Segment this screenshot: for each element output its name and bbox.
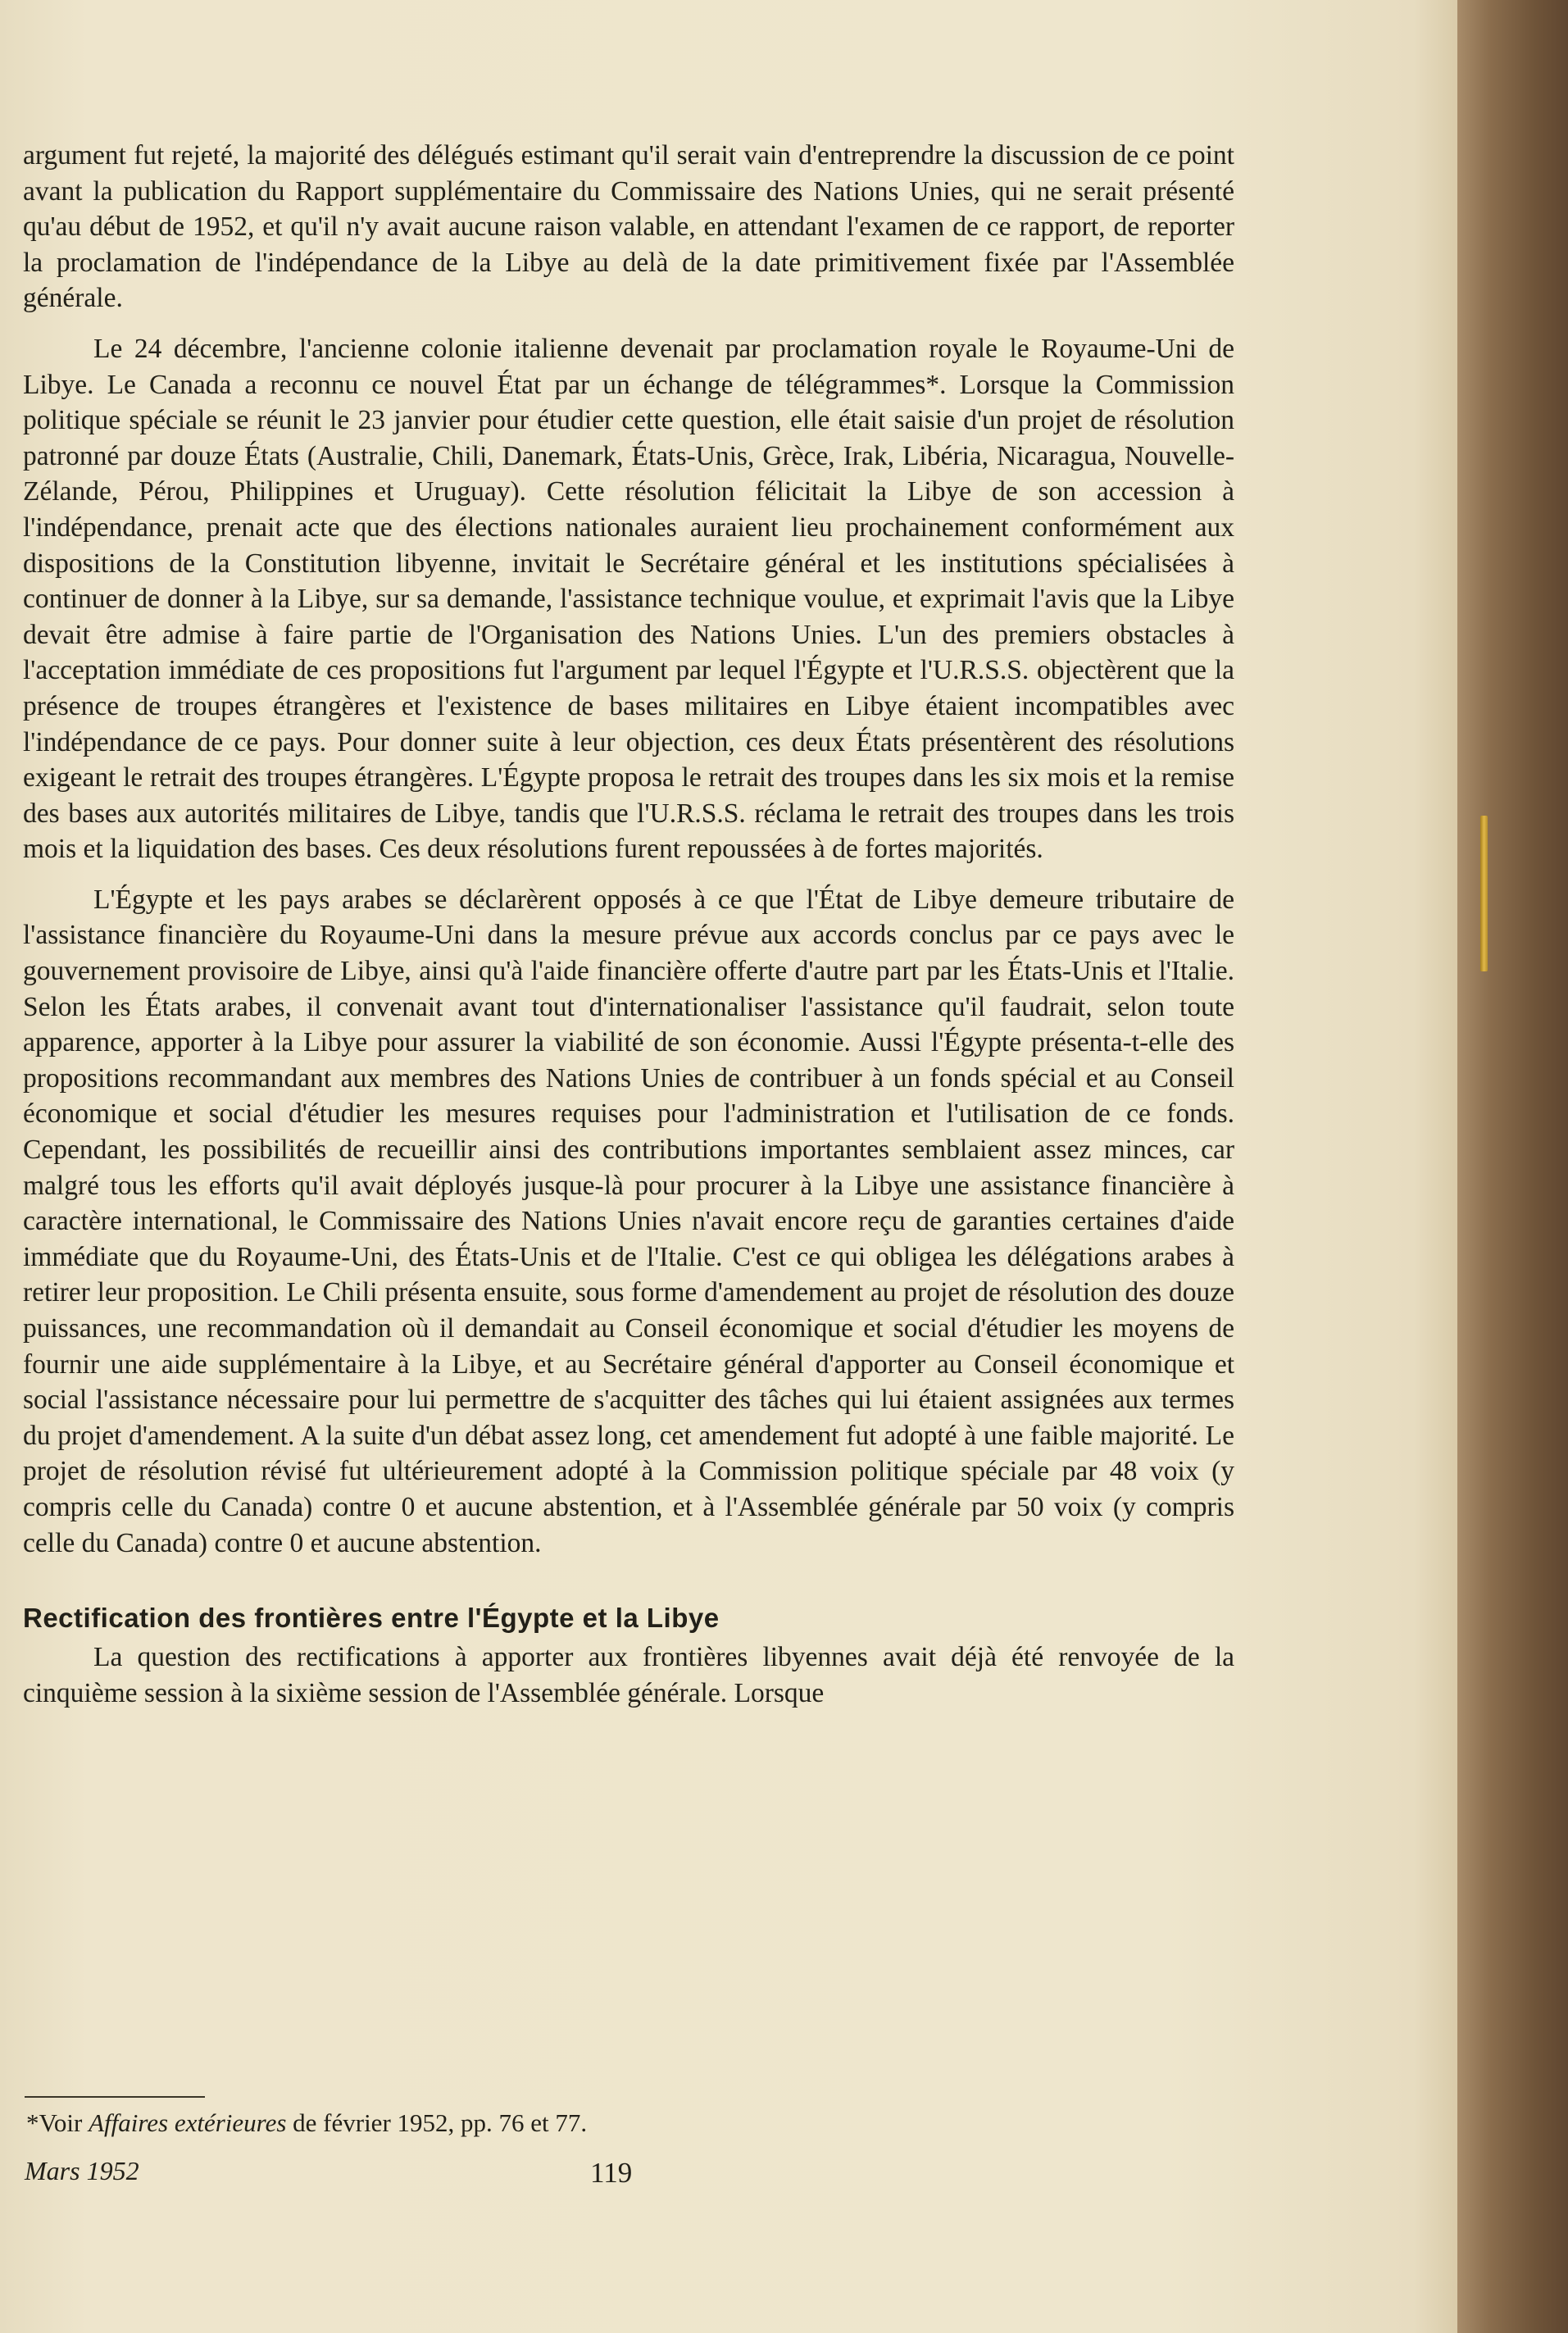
paragraph-3: L'Égypte et les pays arabes se déclarèrent opposés à ce que l'État de Libye demeure tributaire de l'assistance financière du Royaume-Uni dans la mesure prévue aux accords conclus par ce pays avec le gouvernement provisoire de Libye, ainsi qu'à l'aide financière offerte d'autre part par les États-Unis et l'Italie. Selon les États arabes, il convenait avant tout d'internationaliser l'assistance qu'il faudrait, selon toute apparence, apporter à la Libye pour assurer la viabilité de son économie. Aussi l'Égypte présenta-t-elle des propositions recommandant aux membres des Nations Unies de contribuer à un fonds spécial et au Conseil économique et social d'étudier les mesures requises pour l'administration et l'utilisation de ce fonds. Cependant, les possibilités de recueillir ainsi des contributions importantes semblaient assez minces, car malgré tous les efforts qu'il avait déployés jusque-là pour procurer à la Libye une assistance financière à caractère international, le Commissaire des Nations Unies n'avait encore reçu de garanties certaines d'aide immédiate que du Royaume-Uni, des États-Unis et de l'Italie. C'est ce qui obligea les délégations arabes à retirer leur proposition. Le Chili présenta ensuite, sous forme d'amendement au projet de résolution des douze puissances, une recommandation où il demandait au Conseil économique et social d'étudier les moyens de fournir une aide supplémentaire à la Libye, et au Secrétaire général d'apporter au Conseil économique et social l'assistance nécessaire pour lui permettre de s'acquitter des tâches qui lui étaient assignées aux termes du projet d'amendement. A la suite d'un débat assez long, cet amendement fut adopté à une faible majorité. Le projet de résolution révisé fut ultérieurement adopté à la Commission politique spéciale par 48 voix (y compris celle du Canada) contre 0 et aucune abstention, et à l'Assemblée générale par 50 voix (y compris celle du Canada) contre 0 et aucune abstention. (23, 884, 1234, 1558)
body-text (23, 138, 1234, 1711)
footnote-marker: * (26, 2108, 39, 2137)
running-footer-date: Mars 1952 (25, 2156, 139, 2185)
bookmark-ribbon (1480, 816, 1488, 971)
footnote-italic-title: Affaires extérieures (89, 2108, 287, 2137)
footnote-rule (25, 2096, 205, 2098)
section-heading: Rectification des frontières entre l'Égypte et la Libye (23, 1603, 720, 1634)
footnote (26, 2105, 587, 2141)
paragraph-2: Le 24 décembre, l'ancienne colonie italienne devenait par proclamation royale le Royaume-Uni de Libye. Le Canada a reconnu ce nouvel État par un échange de télégrammes*. Lorsque la Commission politique spéciale se réunit le 23 janvier pour étudier cette question, elle était saisie d'un projet de résolution patronné par douze États (Australie, Chili, Danemark, États-Unis, Grèce, Irak, Libéria, Nicaragua, Nouvelle-Zélande, Pérou, Philippines et Uruguay). Cette résolution félicitait la Libye de son accession à l'indépendance, prenait acte que des élections nationales auraient lieu prochainement conformément aux dispositions de la Constitution libyenne, invitait le Secrétaire général et les institutions spécialisées à continuer de donner à la Libye, sur sa demande, l'assistance technique voulue, et exprimait l'avis que la Libye devait être admise à faire partie de l'Organisation des Nations Unies. L'un des premiers obstacles à l'acceptation immédiate de ces propositions fut l'argument par lequel l'Égypte et l'U.R.S.S. objectèrent que la présence de troupes étrangères et l'existence de bases militaires en Libye étaient incompatibles avec l'indépendance de ce pays. Pour donner suite à leur objection, ces deux États présentèrent des résolutions exigeant le retrait des troupes étrangères. L'Égypte proposa le retrait des troupes dans les six mois et la remise des bases aux autorités militaires de Libye, tandis que l'U.R.S.S. réclama le retrait des troupes dans les trois mois et la liquidation des bases. Ces deux résolutions furent repoussées à de fortes majorités. (23, 333, 1234, 865)
book-spine-edge (1457, 0, 1568, 2333)
page-number: 119 (590, 2157, 633, 2189)
footnote-prefix: Voir (39, 2108, 89, 2137)
paragraph-1: argument fut rejeté, la majorité des délégués estimant qu'il serait vain d'entreprendre la discussion de ce point avant la publication du Rapport supplémentaire du Commissaire des Nations Unies, qui ne serait présenté qu'au début de 1952, et qu'il n'y avait aucune raison valable, en attendant l'examen de ce rapport, de reporter la proclamation de l'indépendance de la Libye au delà de la date primitivement fixée par l'Assemblée générale. (23, 140, 1234, 314)
paragraph-4: La question des rectifications à apporter aux frontières libyennes avait déjà été renvoyée de la cinquième session à la sixième session de l'Assemblée générale. Lorsque (23, 1642, 1234, 1708)
footnote-suffix: de février 1952, pp. 76 et 77. (286, 2108, 588, 2137)
